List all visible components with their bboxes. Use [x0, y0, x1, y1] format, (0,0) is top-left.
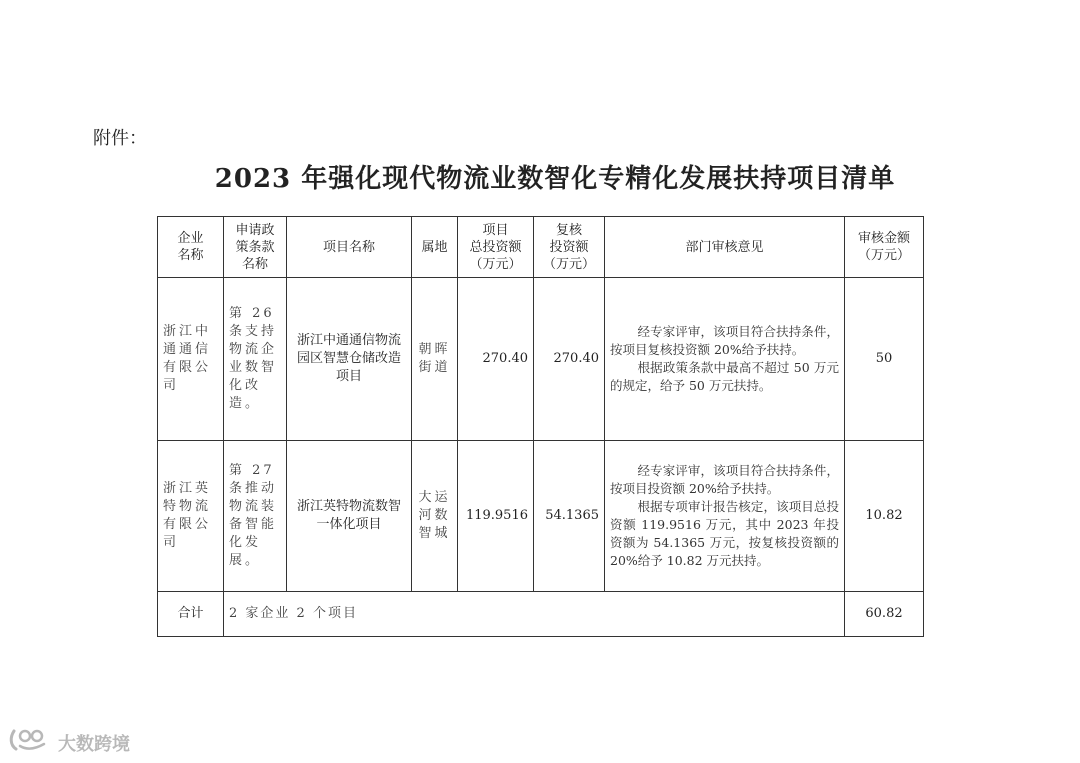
cell-location: 朝晖街道	[412, 278, 458, 441]
attachment-label: 附件：	[93, 128, 147, 149]
watermark-text: 大数跨境	[58, 733, 130, 755]
col-header-policy: 申请政 策条款 名称	[224, 217, 287, 278]
opinion-paragraph: 经专家评审，该项目符合扶持条件，按项目复核投资额 20%给予扶持。	[610, 324, 839, 357]
table-row	[158, 278, 924, 441]
cell-policy: 第 27 条推动物流装备智能化发展。	[224, 441, 287, 592]
opinion-paragraph: 根据政策条款中最高不超过 50 万元的规定，给予 50 万元扶持。	[610, 360, 839, 393]
cell-opinion	[605, 441, 845, 592]
col-header-approved-amount: 审核金额 （万元）	[845, 217, 924, 278]
project-list-table	[157, 216, 924, 637]
col-header-company: 企业 名称	[158, 217, 224, 278]
cell-company: 浙江中通通信有限公司	[158, 278, 224, 441]
table-total-row	[158, 592, 924, 637]
col-header-location: 属地	[412, 217, 458, 278]
cell-opinion	[605, 278, 845, 441]
cell-total-invest: 119.9516	[458, 441, 534, 592]
col-header-opinion: 部门审核意见	[605, 217, 845, 278]
cell-policy: 第 26 条支持物流企业数智化改造。	[224, 278, 287, 441]
cell-total-invest: 270.40	[458, 278, 534, 441]
cell-company: 浙江英特物流有限公司	[158, 441, 224, 592]
cell-reviewed-invest: 270.40	[534, 278, 605, 441]
cell-reviewed-invest: 54.1365	[534, 441, 605, 592]
brand-logo-icon	[8, 727, 52, 758]
watermark	[8, 727, 130, 758]
col-header-total-invest: 项目 总投资额 （万元）	[458, 217, 534, 278]
cell-total-label: 合计	[158, 592, 224, 637]
opinion-paragraph: 根据专项审计报告核定，该项目总投资额 119.9516 万元，其中 2023 年投资额为 54.1365 万元，按复核投资额的 20%给予 10.82 万元扶持。	[610, 499, 839, 568]
col-header-reviewed-invest: 复核 投资额 （万元）	[534, 217, 605, 278]
cell-project: 浙江中通通信物流园区智慧仓储改造项目	[287, 278, 412, 441]
page-title: 2023 年强化现代物流业数智化专精化发展扶持项目清单	[214, 164, 896, 194]
cell-total-amount: 60.82	[845, 592, 924, 637]
table-header-row	[158, 217, 924, 278]
opinion-paragraph: 经专家评审，该项目符合扶持条件，按项目投资额 20%给予扶持。	[610, 463, 839, 496]
cell-location: 大运河数智城	[412, 441, 458, 592]
cell-total-summary: 2 家企业 2 个项目	[224, 592, 845, 637]
cell-project: 浙江英特物流数智一体化项目	[287, 441, 412, 592]
cell-approved-amount: 50	[845, 278, 924, 441]
table-row	[158, 441, 924, 592]
col-header-project: 项目名称	[287, 217, 412, 278]
cell-approved-amount: 10.82	[845, 441, 924, 592]
